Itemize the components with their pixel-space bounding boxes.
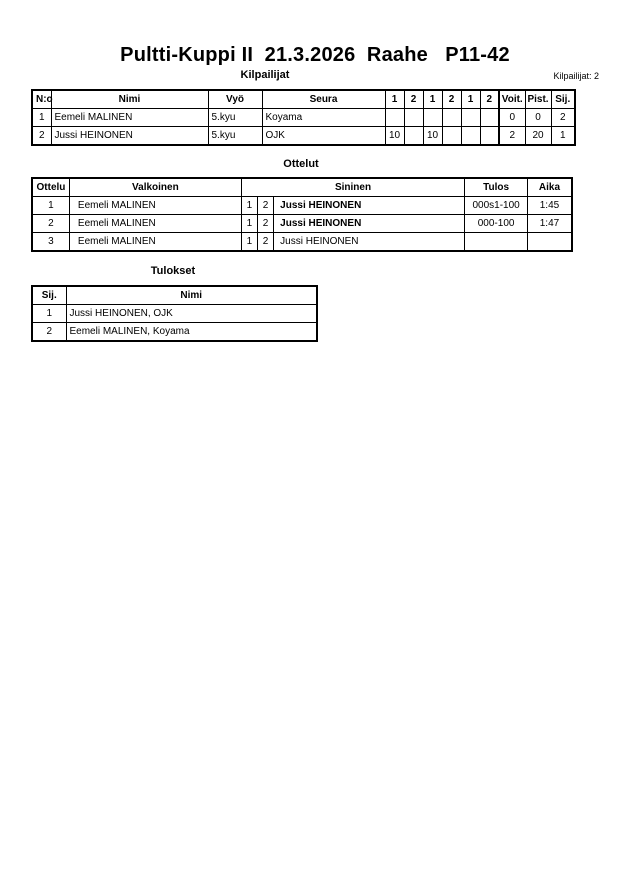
table-row (32, 109, 575, 127)
competitor-belt: 5.kyu (208, 127, 262, 146)
col-rank: Sij. (32, 286, 66, 305)
col-white: Valkoinen (69, 178, 241, 197)
match-blue-no: 2 (257, 233, 273, 252)
col-blue: Sininen (241, 178, 464, 197)
competitors-count: Kilpailijat: 2 (553, 71, 599, 81)
col-match: Ottelu (32, 178, 69, 197)
results-header-row (32, 286, 317, 305)
col-time: Aika (527, 178, 572, 197)
match-white-name: Eemeli MALINEN (69, 215, 241, 233)
match-blue-no: 2 (257, 215, 273, 233)
competitor-round-score: 10 (385, 127, 404, 146)
col-no: N:o (32, 90, 51, 109)
col-wins: Voit. (499, 90, 525, 109)
competitor-wins: 0 (499, 109, 525, 127)
match-blue-name: Jussi HEINONEN (274, 197, 465, 215)
col-round: 2 (404, 90, 423, 109)
match-time: 1:45 (527, 197, 572, 215)
match-number: 1 (32, 197, 69, 215)
competitor-rank: 1 (551, 127, 575, 146)
table-row (32, 233, 572, 252)
competitor-no: 1 (32, 109, 51, 127)
competitor-round-score (442, 109, 461, 127)
match-result: 000-100 (465, 215, 528, 233)
competitor-wins: 2 (499, 127, 525, 146)
match-blue-name: Jussi HEINONEN (274, 215, 465, 233)
match-time (527, 233, 572, 252)
match-blue-name: Jussi HEINONEN (274, 233, 465, 252)
table-row (32, 305, 317, 323)
col-name: Nimi (66, 286, 317, 305)
competitor-round-score (385, 109, 404, 127)
matches-heading: Ottelut (283, 158, 319, 170)
competitor-belt: 5.kyu (208, 109, 262, 127)
competitor-round-score (480, 127, 499, 146)
table-row (32, 323, 317, 342)
col-rank: Sij. (551, 90, 575, 109)
competitor-points: 0 (525, 109, 551, 127)
result-rank: 1 (32, 305, 66, 323)
col-round: 1 (423, 90, 442, 109)
match-white-name: Eemeli MALINEN (69, 233, 241, 252)
competitor-club: OJK (262, 127, 385, 146)
result-rank: 2 (32, 323, 66, 342)
col-round: 2 (480, 90, 499, 109)
results-heading: Tulokset (150, 265, 196, 277)
match-time: 1:47 (527, 215, 572, 233)
competitor-round-score (461, 109, 480, 127)
match-white-no: 1 (241, 215, 257, 233)
competitors-header-row (32, 90, 575, 109)
competitor-points: 20 (525, 127, 551, 146)
col-result: Tulos (465, 178, 528, 197)
competitor-round-score (461, 127, 480, 146)
result-name: Jussi HEINONEN, OJK (66, 305, 317, 323)
match-white-no: 1 (241, 233, 257, 252)
competitor-round-score: 10 (423, 127, 442, 146)
match-number: 3 (32, 233, 69, 252)
result-name: Eemeli MALINEN, Koyama (66, 323, 317, 342)
match-white-no: 1 (241, 197, 257, 215)
table-row (32, 197, 572, 215)
competitor-name: Eemeli MALINEN (51, 109, 208, 127)
competitor-round-score (442, 127, 461, 146)
results-table (31, 285, 318, 342)
col-round: 1 (461, 90, 480, 109)
competitors-table (31, 89, 576, 146)
page-title: Pultti-Kuppi II 21.3.2026 Raahe P11-42 (120, 44, 510, 66)
matches-table (31, 177, 573, 252)
match-result: 000s1-100 (465, 197, 528, 215)
competitor-round-score (423, 109, 442, 127)
competitors-heading: Kilpailijat (240, 69, 290, 81)
competitor-club: Koyama (262, 109, 385, 127)
table-row (32, 215, 572, 233)
col-points: Pist. (525, 90, 551, 109)
match-result (465, 233, 528, 252)
competitor-rank: 2 (551, 109, 575, 127)
competitor-round-score (480, 109, 499, 127)
match-white-name: Eemeli MALINEN (69, 197, 241, 215)
competitor-round-score (404, 127, 423, 146)
col-round: 1 (385, 90, 404, 109)
match-blue-no: 2 (257, 197, 273, 215)
col-name: Nimi (51, 90, 208, 109)
col-round: 2 (442, 90, 461, 109)
col-belt: Vyö (208, 90, 262, 109)
competitor-no: 2 (32, 127, 51, 146)
match-number: 2 (32, 215, 69, 233)
competitor-round-score (404, 109, 423, 127)
competitor-name: Jussi HEINONEN (51, 127, 208, 146)
col-club: Seura (262, 90, 385, 109)
table-row (32, 127, 575, 146)
matches-header-row (32, 178, 572, 197)
